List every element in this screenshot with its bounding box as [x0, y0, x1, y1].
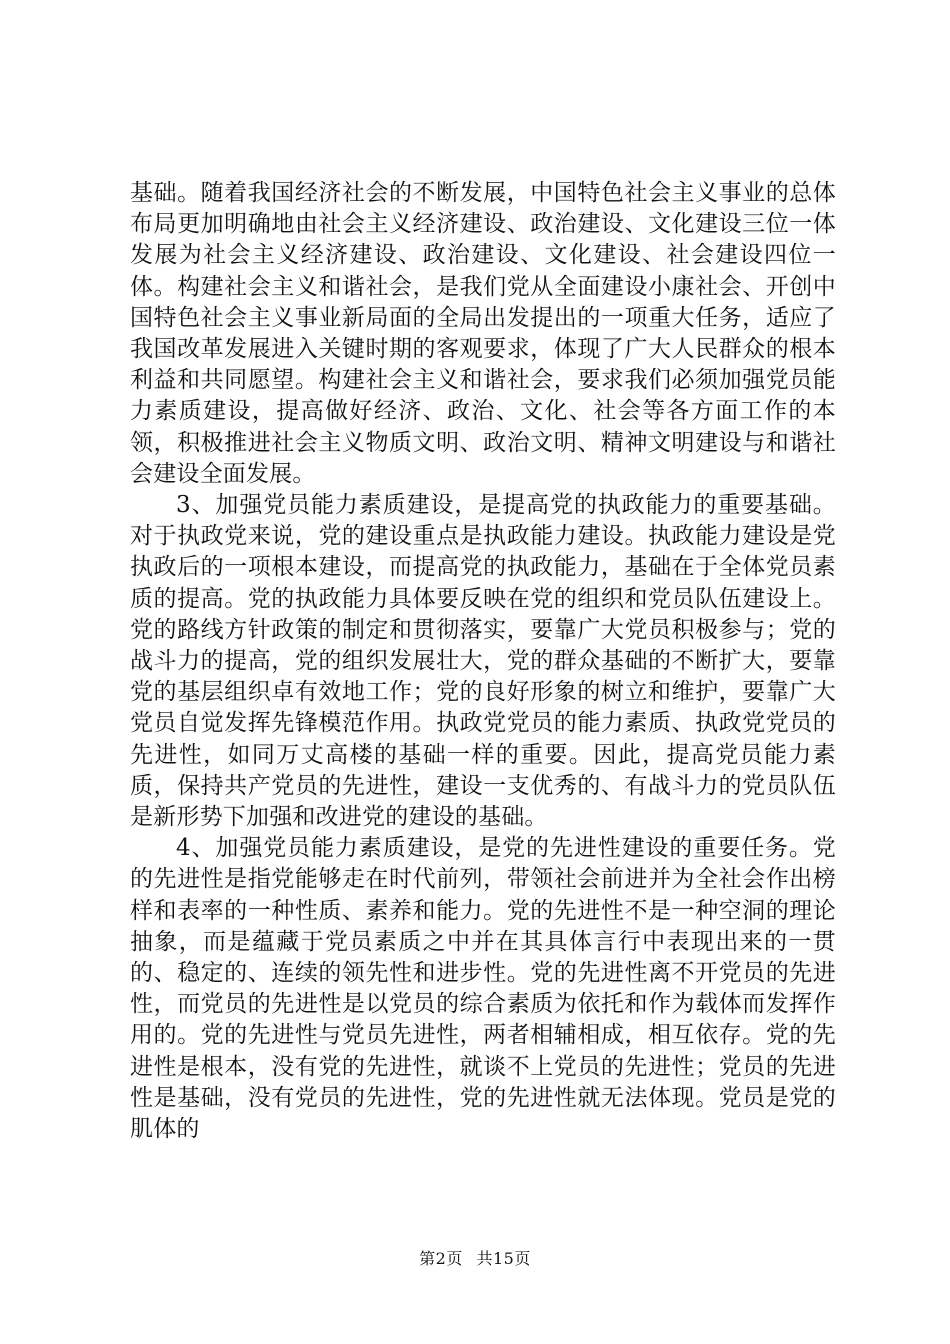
paragraph-point-3: 3、加强党员能力素质建设，是提高党的执政能力的重要基础。对于执政党来说，党的建设重点是执政能力建设。执政能力建设是党执政后的一项根本建设，而提高党的执政能力，基础在于全体党员素质的提高。党的执政能力具体要反映在党的组织和党员队伍建设上。党的路线方针政策的制定和贯彻落实，要靠广大党员积极参与；党的战斗力的提高，党的组织发展壮大，党的群众基础的不断扩大，要靠党的基层组织卓有效地工作；党的良好形象的树立和维护，要靠广大党员自觉发挥先锋模范作用。执政党党员的能力素质、执政党党员的先进性，如同万丈高楼的基础一样的重要。因此，提高党员能力素质，保持共产党员的先进性，建设一支优秀的、有战斗力的党员队伍是新形势下加强和改进党的建设的基础。 [130, 492, 836, 831]
page-footer [0, 1246, 950, 1269]
page-number: 第2页 [419, 1249, 463, 1268]
paragraph-point-4: 4、加强党员能力素质建设，是党的先进性建设的重要任务。党的先进性是指党能够走在时代前列，带领社会前进并为全社会作出榜样和表率的一种性质、素养和能力。党的先进性不是一种空洞的理论抽象，而是蕴藏于党员素质之中并在其具体言行中表现出来的一贯的、稳定的、连续的领先性和进步性。党的先进性离不开党员的先进性，而党员的先进性是以党员的综合素质为依托和作为载体而发挥作用的。党的先进性与党员先进性，两者相辅相成，相互依存。党的先进性是根本，没有党的先进性，就谈不上党员的先进性；党员的先进性是基础，没有党员的先进性，党的先进性就无法体现。党员是党的肌体的 [130, 835, 836, 1143]
document-body [130, 178, 836, 1145]
paragraph-continuation: 基础。随着我国经济社会的不断发展，中国特色社会主义事业的总体布局更加明确地由社会主义经济建设、政治建设、文化建设三位一体发展为社会主义经济建设、政治建设、文化建设、社会建设四位一体。构建社会主义和谐社会，是我们党从全面建设小康社会、开创中国特色社会主义事业新局面的全局出发提出的一项重大任务，适应了我国改革发展进入关键时期的客观要求，体现了广大人民群众的根本利益和共同愿望。构建社会主义和谐社会，要求我们必须加强党员能力素质建设，提高做好经济、政治、文化、社会等各方面工作的本领，积极推进社会主义物质文明、政治文明、精神文明建设与和谐社会建设全面发展。 [130, 180, 836, 487]
page-total: 共15页 [476, 1249, 531, 1268]
